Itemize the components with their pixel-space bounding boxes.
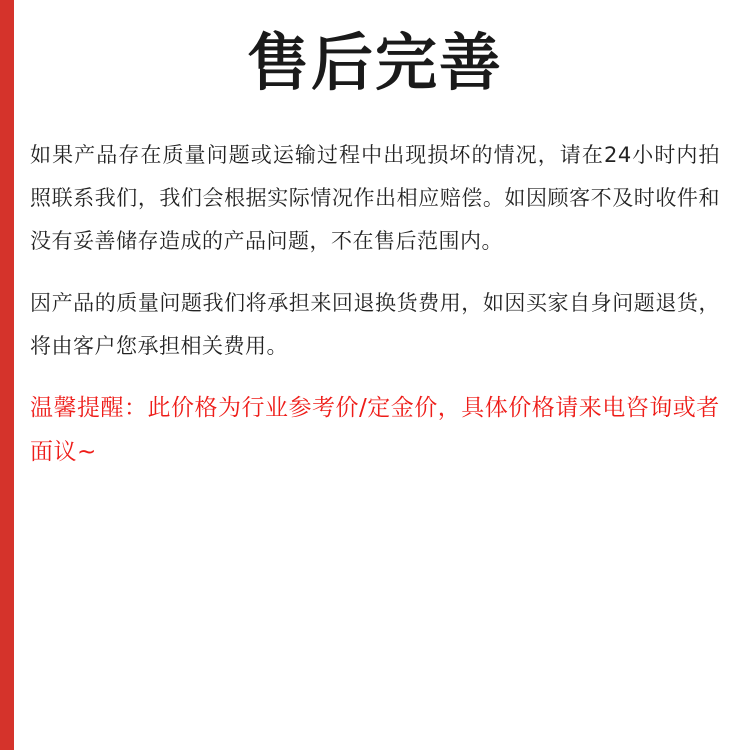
policy-paragraph-2: 因产品的质量问题我们将承担来回退换货费用，如因买家自身问题退货，将由客户您承担相关费用。 [30, 290, 720, 358]
page-title: 售后完善 [246, 26, 503, 99]
policy-paragraph-1: 如果产品存在质量问题或运输过程中出现损坏的情况，请在24小时内拍照联系我们，我们会根据实际情况作出相应赔偿。如因顾客不及时收件和没有妥善储存造成的产品问题，不在售后范围内。 [30, 143, 720, 254]
price-notice: 温馨提醒：此价格为行业参考价/定金价，具体价格请来电咨询或者面议~ [30, 394, 720, 466]
